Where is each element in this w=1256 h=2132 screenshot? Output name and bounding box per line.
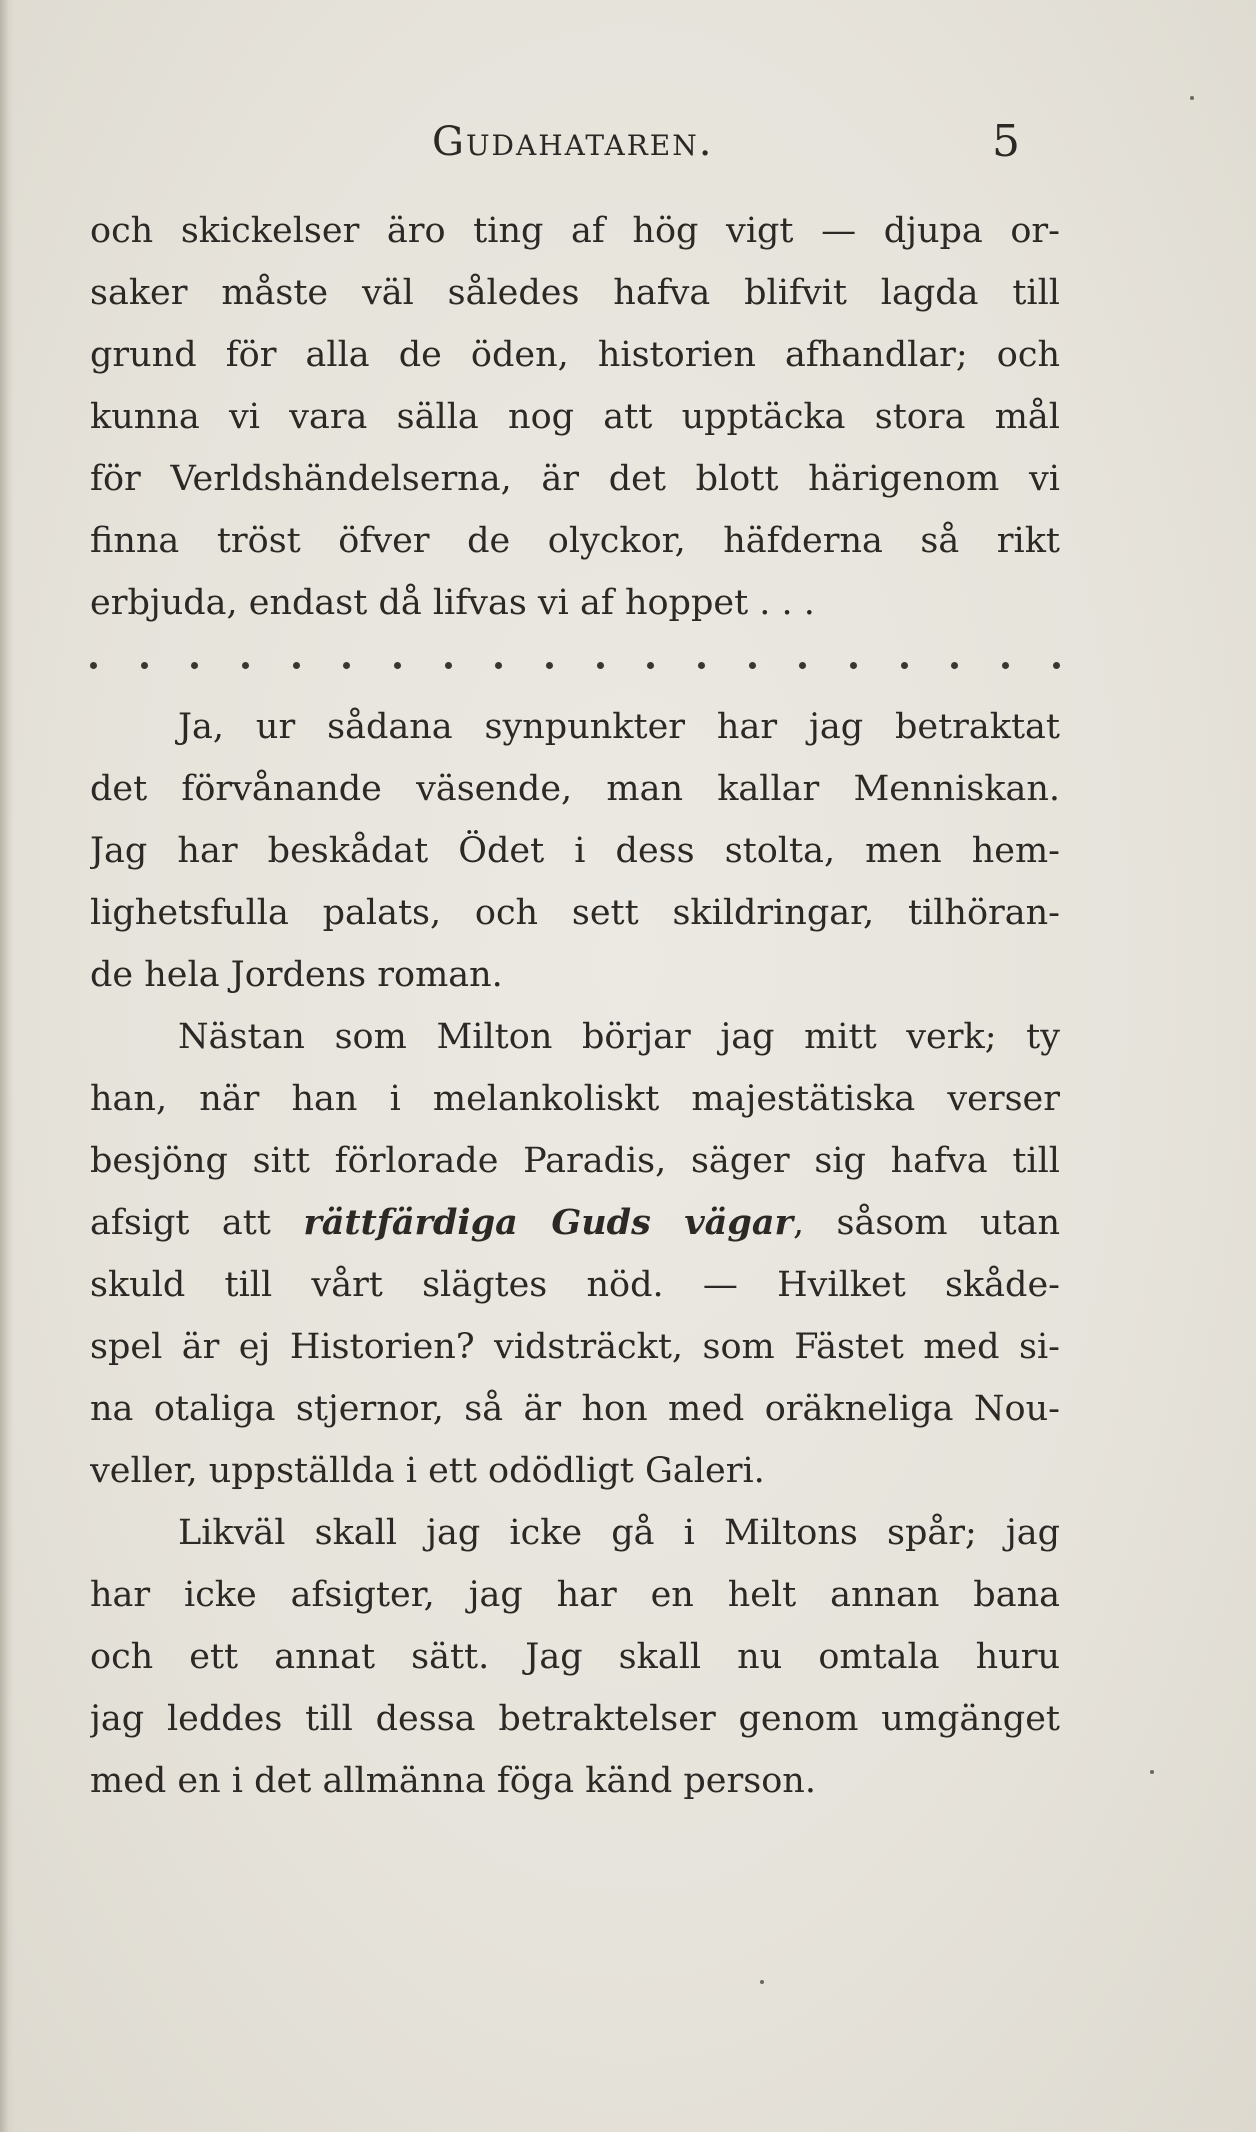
text-line: saker måste väl således hafva blifvit lagda till <box>90 273 1060 313</box>
text-fragment: afsigt att <box>90 1203 271 1243</box>
paper-speck <box>760 1980 764 1984</box>
text-line: finna tröst öfver de olyckor, häfderna så rikt <box>90 521 1060 561</box>
dot <box>546 662 553 669</box>
dot <box>293 662 300 669</box>
running-head <box>90 112 1020 172</box>
text-line: lighetsfulla palats, och sett skildringar, tilhöran- <box>90 893 1060 933</box>
dot <box>749 662 756 669</box>
dotted-section-break <box>90 634 1060 696</box>
running-title: Gudahataren. <box>432 119 714 165</box>
text-line: det förvånande väsende, man kallar Menniskan. <box>90 769 1060 809</box>
paragraph-4 <box>90 1502 1060 1812</box>
text-line: veller, uppställda i ett odödligt Galeri. <box>90 1451 765 1491</box>
page-number: 5 <box>992 116 1020 167</box>
text-line <box>90 1192 1060 1254</box>
paragraph-1 <box>90 200 1060 634</box>
text-line: erbjuda, endast då lifvas vi af hoppet . . . <box>90 583 815 623</box>
text-line: de hela Jordens roman. <box>90 955 503 995</box>
text-line: med en i det allmänna föga känd person. <box>90 1761 816 1801</box>
dot <box>343 662 350 669</box>
text-line: för Verldshändelserna, är det blott härigenom vi <box>90 459 1060 499</box>
dot <box>597 662 604 669</box>
page-gutter-shadow <box>0 0 14 2132</box>
text-line: har icke afsigter, jag har en helt annan bana <box>90 1575 1060 1615</box>
paragraph-3 <box>90 1006 1060 1502</box>
dot <box>191 662 198 669</box>
text-line: Ja, ur sådana synpunkter har jag betraktat <box>178 707 1060 747</box>
text-line: Jag har beskådat Ödet i dess stolta, men hem- <box>90 831 1060 871</box>
text-line: na otaliga stjernor, så är hon med oräkneliga Nou- <box>90 1389 1060 1429</box>
dot <box>242 662 249 669</box>
paragraph-2 <box>90 696 1060 1006</box>
text-line: kunna vi vara sälla nog att upptäcka stora mål <box>90 397 1060 437</box>
dot <box>1002 662 1009 669</box>
dot <box>901 662 908 669</box>
text-line: Nästan som Milton börjar jag mitt verk; ty <box>178 1017 1060 1057</box>
body-text <box>90 200 1060 1812</box>
dot <box>90 662 97 669</box>
dot <box>445 662 452 669</box>
dot <box>698 662 705 669</box>
text-line: grund för alla de öden, historien afhandlar; och <box>90 335 1060 375</box>
text-line: och ett annat sätt. Jag skall nu omtala huru <box>90 1637 1060 1677</box>
text-line: besjöng sitt förlorade Paradis, säger sig hafva till <box>90 1141 1060 1181</box>
emphasized-phrase: rättfärdiga Guds vägar <box>303 1202 793 1243</box>
dot <box>1053 662 1060 669</box>
text-line: och skickelser äro ting af hög vigt — djupa or- <box>90 211 1060 251</box>
dot <box>850 662 857 669</box>
dot <box>394 662 401 669</box>
text-line: spel är ej Historien? vidsträckt, som Fästet med si- <box>90 1327 1060 1367</box>
dot <box>799 662 806 669</box>
dot <box>951 662 958 669</box>
text-line: han, när han i melankoliskt majestätiska verser <box>90 1079 1060 1119</box>
text-line: Likväl skall jag icke gå i Miltons spår; jag <box>178 1513 1060 1553</box>
dot <box>141 662 148 669</box>
paper-speck <box>1190 96 1194 100</box>
paper-speck <box>1150 1770 1154 1774</box>
text-line: skuld till vårt slägtes nöd. — Hvilket skåde- <box>90 1265 1060 1305</box>
dot <box>647 662 654 669</box>
text-fragment: , såsom utan <box>792 1203 1060 1243</box>
dot <box>495 662 502 669</box>
text-line: jag leddes till dessa betraktelser genom umgänget <box>90 1699 1060 1739</box>
